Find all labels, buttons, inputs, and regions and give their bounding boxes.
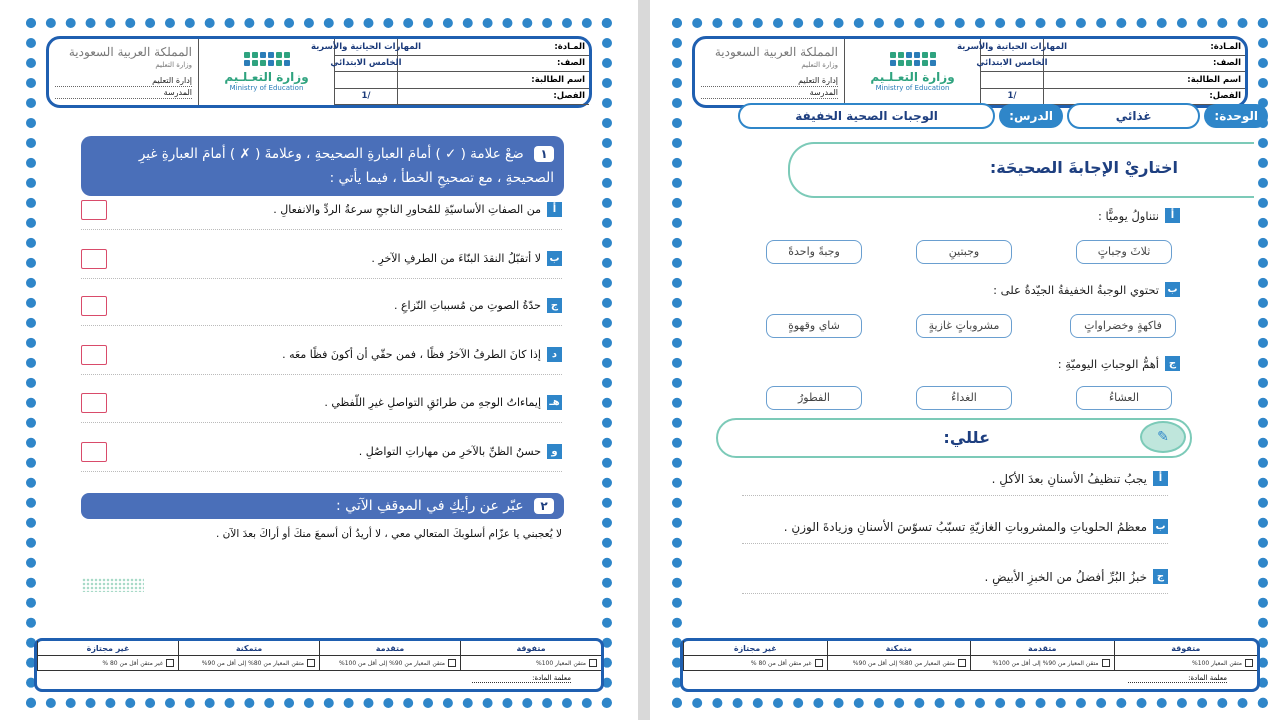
question-2-number: ٢ xyxy=(534,498,554,514)
worksheet-page-left xyxy=(26,18,612,708)
page-header xyxy=(46,36,592,108)
evaluation-footer xyxy=(34,638,604,692)
subject-label: المـادة: xyxy=(397,39,589,56)
item-tag: ب xyxy=(547,251,562,266)
mcq-question xyxy=(752,208,1180,223)
choose-title: اختاريْ الإجابةَ الصحيحَة: xyxy=(989,158,1178,177)
criteria-text: متقن المعيار 100% xyxy=(536,659,586,667)
student-field[interactable] xyxy=(981,72,1043,89)
level-checkbox[interactable] xyxy=(589,659,597,667)
explain-item xyxy=(742,510,1168,544)
lesson-label: الدرس: xyxy=(999,104,1063,128)
option-pill[interactable]: العشاءُ xyxy=(1076,386,1172,410)
student-label: اسم الطالبة: xyxy=(1043,72,1245,89)
statement-row xyxy=(81,335,562,375)
logo-text-ar: وزارة التعـلـيم xyxy=(224,70,309,84)
header-fields xyxy=(310,39,589,105)
ministry-block xyxy=(49,39,199,105)
explain-item xyxy=(742,462,1168,496)
statement-row xyxy=(81,286,562,326)
choose-section-title xyxy=(788,142,1254,198)
statement-text: لا أتقبّلُ النقدَ البنّاءَ من الطرفِ الآخرِ . xyxy=(371,252,541,265)
level-checkbox[interactable] xyxy=(166,659,174,667)
statement-row xyxy=(81,432,562,472)
criteria-text: غير متقن أقل من 80 % xyxy=(102,659,163,667)
criteria-text: متقن المعيار من 90% إلى أقل من 100% xyxy=(992,659,1099,667)
ministry-seal: المملكة العربية السعودية xyxy=(714,45,838,59)
question-1-banner xyxy=(81,136,564,196)
level-label: متقدمة xyxy=(319,641,460,655)
teacher-signature[interactable]: معلمة المادة: xyxy=(1128,674,1227,683)
item-tag: هـ xyxy=(547,395,562,410)
level-checkbox[interactable] xyxy=(307,659,315,667)
item-tag: أ xyxy=(1153,471,1168,486)
school-label: المدرسة xyxy=(55,87,192,99)
level-checkbox[interactable] xyxy=(815,659,823,667)
level-checkbox[interactable] xyxy=(1245,659,1253,667)
statement-row xyxy=(81,383,562,423)
item-tag: و xyxy=(547,444,562,459)
answer-checkbox[interactable] xyxy=(81,393,107,413)
statement-text: إيماءاتُ الوجهِ من طرائقِ التواصلِ غيرِ اللّفظي . xyxy=(324,396,541,409)
logo-dots-icon xyxy=(890,52,936,66)
lesson-bar xyxy=(738,102,1268,130)
item-tag: أ xyxy=(547,202,562,217)
level-label: متفوقة xyxy=(1114,641,1258,655)
logo-text-en: Ministry of Education xyxy=(229,84,304,92)
logo-text-en: Ministry of Education xyxy=(875,84,950,92)
header-fields xyxy=(956,39,1245,105)
mcq-question xyxy=(752,356,1180,371)
grade-value[interactable]: الخامس الابتدائي xyxy=(981,56,1043,73)
answer-checkbox[interactable] xyxy=(81,345,107,365)
class-label: الفصل: xyxy=(1043,89,1245,106)
item-tag: أ xyxy=(1165,208,1180,223)
question-text: نتناولُ يوميًّا : xyxy=(1097,208,1159,223)
explain-section-title xyxy=(716,418,1192,458)
school-label: المدرسة xyxy=(701,87,838,99)
page-divider xyxy=(638,0,650,720)
option-pill[interactable]: فاكهةٍ وخضراواتٍ xyxy=(1070,314,1176,338)
unit-label: الوحدة: xyxy=(1204,104,1268,128)
question-2-banner xyxy=(81,493,564,519)
decorative-dots xyxy=(82,578,144,592)
level-label: متمكنة xyxy=(827,641,971,655)
explain-title: عللي: xyxy=(943,428,990,447)
teacher-signature[interactable]: معلمة المادة: xyxy=(472,674,571,683)
answer-checkbox[interactable] xyxy=(81,200,107,220)
explain-text: يجبُ تنظيفُ الأسنانِ بعدَ الأكلِ . xyxy=(991,471,1147,486)
statement-row xyxy=(81,239,562,279)
option-pill[interactable]: مشروباتٍ غازيةٍ xyxy=(916,314,1012,338)
statement-text: من الصفاتِ الأساسيّةِ للمُحاورِ الناجحِ سرعةُ الردِّ والانفعالِ . xyxy=(273,203,541,216)
answer-checkbox[interactable] xyxy=(81,296,107,316)
item-tag: ج xyxy=(547,298,562,313)
student-field[interactable] xyxy=(335,72,397,89)
ministry-seal: المملكة العربية السعودية xyxy=(68,45,192,59)
logo-text-ar: وزارة التعـلـيم xyxy=(870,70,955,84)
student-label: اسم الطالبة: xyxy=(397,72,589,89)
evaluation-footer xyxy=(680,638,1260,692)
item-tag: ج xyxy=(1165,356,1180,371)
class-value[interactable]: /1 xyxy=(335,89,397,106)
statement-text: حدّةُ الصوتِ من مُسبباتِ النّزاعِ . xyxy=(393,299,541,312)
item-tag: د xyxy=(547,347,562,362)
explain-text: خبزُ البُرِّ أفضلُ من الخبزِ الأبيضِ . xyxy=(984,569,1147,584)
level-label: متفوقة xyxy=(460,641,601,655)
level-checkbox[interactable] xyxy=(448,659,456,667)
subject-value[interactable]: المهارات الحياتية والأسرية xyxy=(981,39,1043,56)
statement-row xyxy=(81,190,562,230)
option-pill[interactable]: ثلاثَ وجباتٍ xyxy=(1076,240,1172,264)
level-checkbox[interactable] xyxy=(958,659,966,667)
class-label: الفصل: xyxy=(397,89,589,106)
explain-text: معظمُ الحلوياتِ والمشروباتِ الغازيّةِ تسبّبُ تسوّسَ الأسنانِ وزيادةَ الوزنِ . xyxy=(783,519,1147,534)
option-pill[interactable]: الفطورُ xyxy=(766,386,862,410)
grade-label: الصف: xyxy=(1043,56,1245,73)
option-pill[interactable]: الغداءُ xyxy=(916,386,1012,410)
cloud-icon: ✎ xyxy=(1140,421,1186,453)
item-tag: ب xyxy=(1165,282,1180,297)
question-text: أهمُّ الوجباتِ اليوميّةِ : xyxy=(1057,356,1159,371)
answer-checkbox[interactable] xyxy=(81,442,107,462)
mcq-question xyxy=(752,282,1180,297)
option-pill[interactable]: وجبتينِ xyxy=(916,240,1012,264)
criteria-text: غير متقن أقل من 80 % xyxy=(750,659,812,667)
item-tag: ب xyxy=(1153,519,1168,534)
class-value[interactable]: /1 xyxy=(981,89,1043,106)
ministry-block xyxy=(695,39,845,105)
level-checkbox[interactable] xyxy=(1102,659,1110,667)
level-label: غير مجتازة xyxy=(683,641,827,655)
admin-label: إدارة التعليم xyxy=(55,75,192,87)
grade-value[interactable]: الخامس الابتدائي xyxy=(335,56,397,73)
criteria-text: متقن المعيار من 80% إلى أقل من 90% xyxy=(852,659,955,667)
answer-checkbox[interactable] xyxy=(81,249,107,269)
ministry-sub: وزارة التعليم xyxy=(801,61,838,69)
lesson-value[interactable]: الوجبات الصحية الخفيفة xyxy=(738,103,995,129)
subject-value[interactable]: المهارات الحياتية والأسرية xyxy=(335,39,397,56)
item-tag: ج xyxy=(1153,569,1168,584)
grade-label: الصف: xyxy=(397,56,589,73)
level-label: غير مجتازة xyxy=(37,641,178,655)
question-1-text: ضعْ علامة ( ✓ ) أمامَ العبارةِ الصحيحةِ ، وعلامةَ ( ✗ ) أمامَ العبارةِ غيرِ الصحيحةِ ، مع تصحيحِ الخطأ ، فيما يأتي : xyxy=(138,146,554,186)
criteria-text: متقن المعيار من 90% إلى أقل من 100% xyxy=(338,659,445,667)
statement-text: حسنُ الظنِّ بالآخرِ من مهاراتِ التواصُلِ . xyxy=(358,445,541,458)
page-header xyxy=(692,36,1248,108)
level-label: متقدمة xyxy=(970,641,1114,655)
question-text: تحتوي الوجبةُ الخفيفةُ الجيّدةُ على : xyxy=(993,282,1159,297)
level-label: متمكنة xyxy=(178,641,319,655)
logo-dots-icon xyxy=(244,52,290,66)
criteria-text: متقن المعيار من 80% إلى أقل من 90% xyxy=(201,659,304,667)
admin-label: إدارة التعليم xyxy=(701,75,838,87)
subject-label: المـادة: xyxy=(1043,39,1245,56)
option-pill[interactable]: وجبةً واحدةً xyxy=(766,240,862,264)
question-2-text: عبّر عن رأيكِ في الموقفِ الآتي : xyxy=(336,498,524,514)
ministry-sub: وزارة التعليم xyxy=(155,61,192,69)
situation-text: لا يُعجبني يا عزّام أسلوبكَ المتعالي معي ، لا أريدُ أن أسمعَ منكَ أو أراكَ بعدَ الآن . xyxy=(215,528,562,540)
option-pill[interactable]: شاي وقهوةٍ xyxy=(766,314,862,338)
statement-text: إذا كانَ الطرفُ الآخرُ فظًا ، فمن حقّي أن أكونَ فظًا معَه . xyxy=(282,348,541,361)
criteria-text: متقن المعيار 100% xyxy=(1192,659,1242,667)
unit-value[interactable]: غذائي xyxy=(1067,103,1200,129)
worksheet-page-right xyxy=(672,18,1268,708)
question-1-number: ١ xyxy=(534,146,554,162)
explain-item xyxy=(742,560,1168,594)
